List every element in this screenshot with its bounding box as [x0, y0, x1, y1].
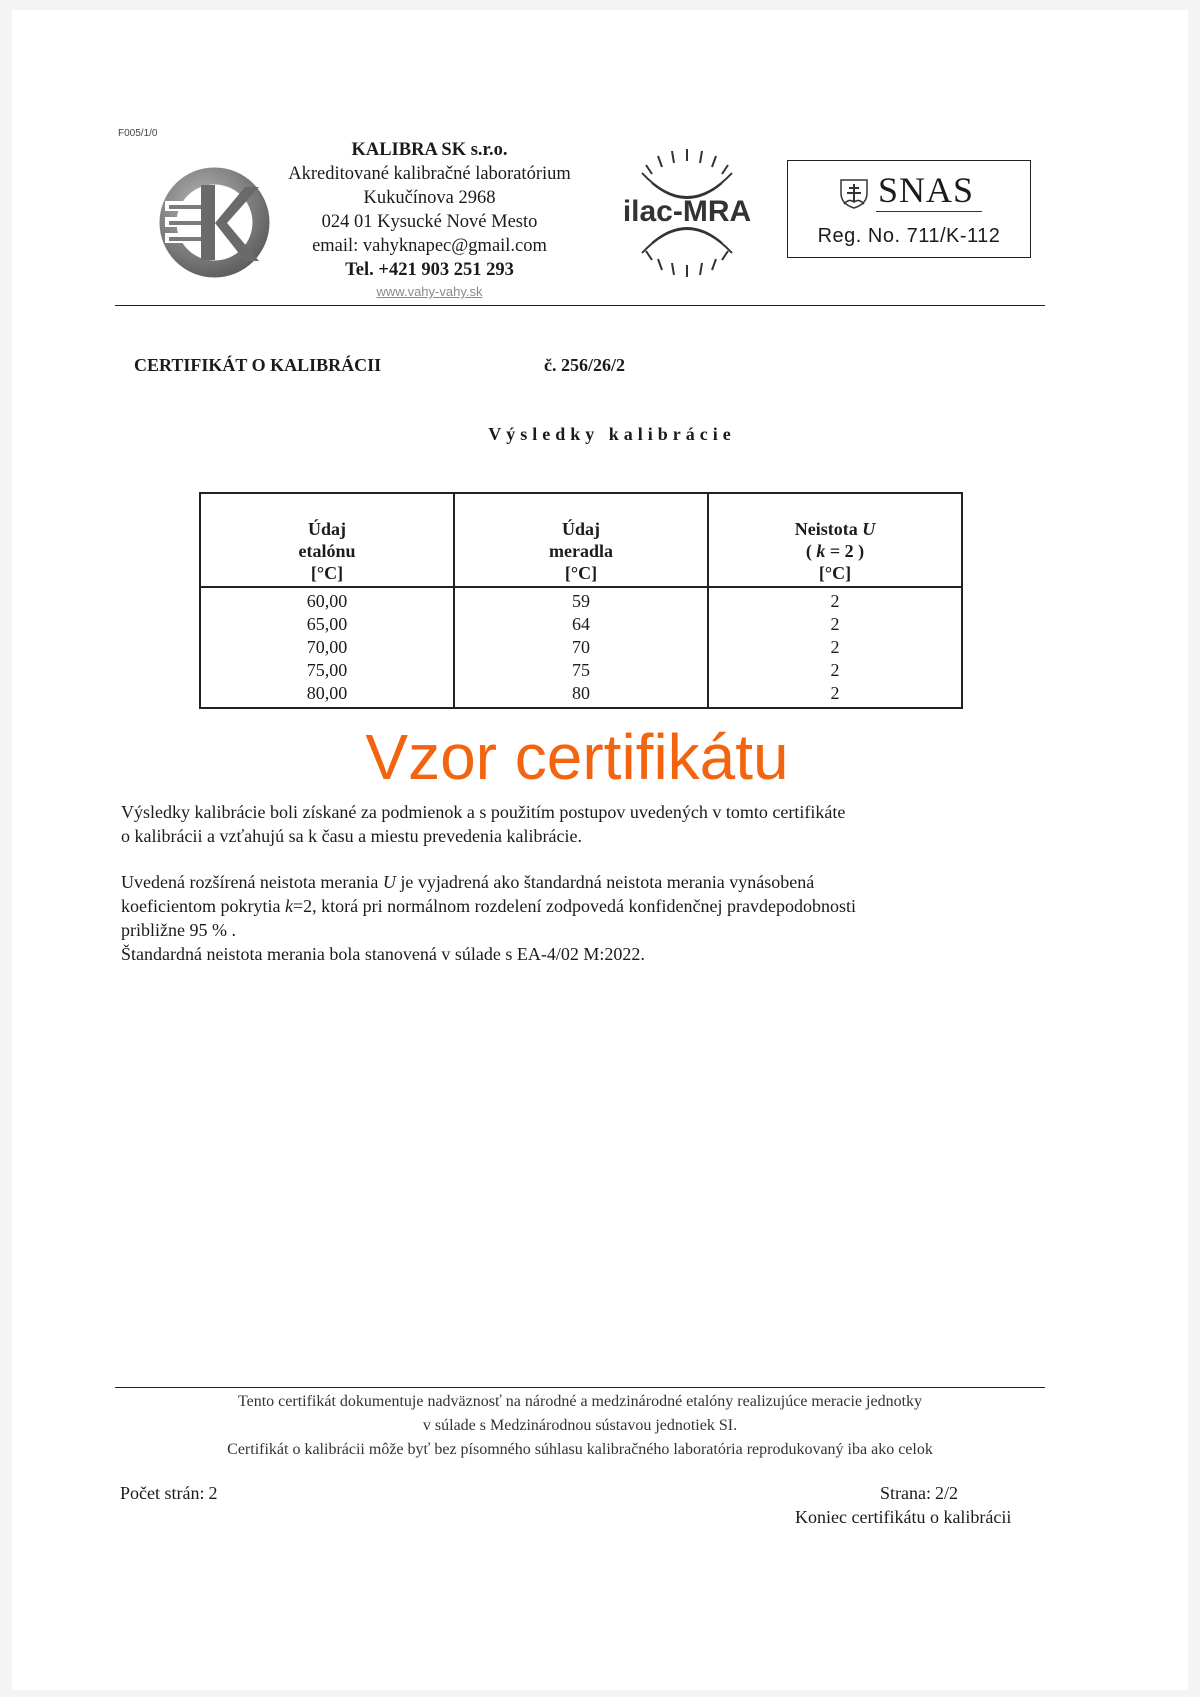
cell-standard: 65,00	[306, 614, 348, 634]
company-description: Akreditované kalibračné laboratórium	[288, 164, 571, 184]
col-header-standard: Údaj etalónu [°C]	[200, 493, 454, 587]
sample-watermark: Vzor certifikátu	[365, 721, 789, 793]
snas-title: SNAS	[878, 170, 975, 210]
snas-divider	[876, 211, 982, 212]
cell-meter: 64	[454, 613, 708, 636]
snas-accreditation-box	[787, 160, 1031, 258]
table-row	[200, 613, 962, 636]
table-row	[200, 682, 962, 708]
company-website-link[interactable]: www.vahy-vahy.sk	[376, 284, 483, 299]
table-row	[200, 659, 962, 682]
table-row	[200, 587, 962, 613]
results-heading: Výsledky kalibrácie	[488, 424, 736, 444]
results-table	[199, 492, 963, 709]
certificate-number: č. 256/26/2	[544, 355, 625, 375]
table-header-row	[200, 493, 962, 587]
results-table-body	[200, 587, 962, 708]
slovak-crest-icon	[838, 177, 870, 209]
certificate-end: Koniec certifikátu o kalibrácii	[795, 1507, 1012, 1527]
footer-note: Tento certifikát dokumentuje nadväznosť na národné a medzinárodné etalóny realizujúce meracie jednotky v súlade s Medzinárodnou sústavou jednotiek SI. Certifikát o kalibrácii môže byť bez písomného súhlasu kalibračného laboratória reprodukovaný iba ako celok	[227, 1393, 933, 1458]
certificate-title: CERTIFIKÁT O KALIBRÁCII	[134, 355, 382, 375]
header-divider	[115, 305, 1045, 306]
cell-standard: 70,00	[306, 637, 348, 657]
company-email: email: vahyknapec@gmail.com	[312, 236, 547, 256]
col-header-uncertainty: Neistota U ( k = 2 ) [°C]	[708, 493, 962, 587]
company-street: Kukučínova 2968	[363, 188, 496, 208]
cell-standard: 75,00	[306, 660, 348, 680]
certificate-page	[12, 10, 1188, 1690]
table-row	[200, 636, 962, 659]
snas-reg-number: Reg. No. 711/K-112	[817, 225, 1001, 247]
company-block	[267, 138, 592, 302]
cell-uncertainty: 2	[708, 659, 962, 682]
uncertainty-statement: Uvedená rozšírená neistota merania U je vyjadrená ako štandardná neistota merania vynásobená koeficientom pokrytia k=2, ktorá pri normálnom rozdelení zodpovedá konfidenčnej pravdepodobnosti približne 95 % . Štandardná neistota merania bola stanovená v súlade s EA-4/02 M:2022.	[121, 872, 856, 964]
cell-meter: 70	[454, 636, 708, 659]
page-count: Počet strán: 2	[120, 1483, 218, 1503]
cell-meter: 80	[454, 682, 708, 708]
svg-text:ilac-MRA: ilac-MRA	[622, 195, 752, 228]
cell-meter: 59	[454, 587, 708, 613]
company-city: 024 01 Kysucké Nové Mesto	[321, 212, 538, 232]
cell-standard: 80,00	[306, 683, 348, 703]
ilac-mra-logo	[612, 143, 762, 283]
footer-divider	[115, 1387, 1045, 1388]
company-phone: Tel. +421 903 251 293	[345, 260, 514, 280]
page-number: Strana: 2/2	[880, 1483, 959, 1503]
form-code: F005/1/0	[118, 128, 158, 139]
kalibra-logo	[157, 165, 272, 280]
cell-uncertainty: 2	[708, 587, 962, 613]
col-header-meter: Údaj meradla [°C]	[454, 493, 708, 587]
cell-uncertainty: 2	[708, 613, 962, 636]
cell-uncertainty: 2	[708, 682, 962, 708]
company-name: KALIBRA SK s.r.o.	[351, 140, 508, 160]
cell-meter: 75	[454, 659, 708, 682]
results-statement: Výsledky kalibrácie boli získané za podmienok a s použitím postupov uvedených v tomto certifikáte o kalibrácii a vzťahujú sa k času a miestu prevedenia kalibrácie.	[121, 802, 846, 846]
cell-standard: 60,00	[306, 591, 348, 611]
cell-uncertainty: 2	[708, 636, 962, 659]
